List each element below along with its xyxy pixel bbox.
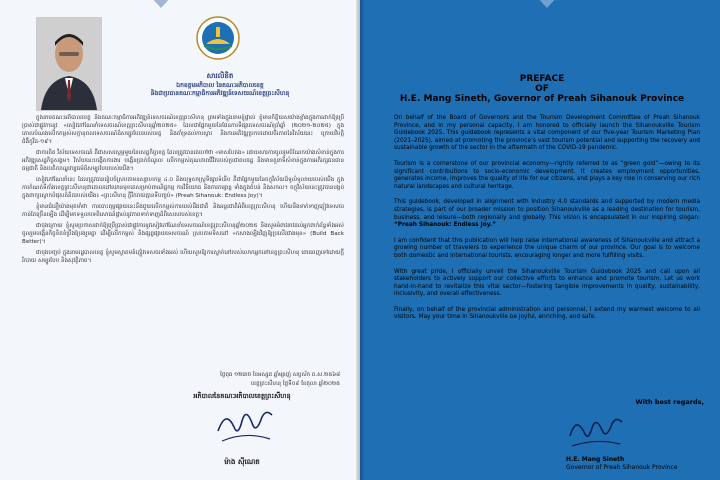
khmer-signatory-name: ម៉ាង ស៊ីណេត	[224, 458, 260, 466]
preface-paragraph: Finally, on behalf of the provincial administration and personnel, I extend my warmest welcome to all visitors. May your time in Sihanoukville be joyful, enriching, and safe.	[394, 306, 700, 321]
khmer-paragraph: ជាចុងក្រោយ ខ្ញុំសូមប្រកាសដាក់ឱ្យប្រើប្រាស់ជាផ្លូវការនូវសៀវភៅណែនាំទេសចរណ៍ខេត្តព្រះសីហនុឆ្នាំ២០២៥ និងសូមអំពាវនាវដល់អ្នកពាក់ព័ន្ធទាំងអស់ ចូលរួមបង្កើនកិច្ចខិតខំប្រឹងប្រែងរួមគ្នា ដើម្បីលើកកម្ពស់ និងផ្សព្វផ្សាយទេសចរណ៍ ស្របតាមទិសដៅ «កសាងឡើងវិញឱ្យប្រសើរជាងមុន» (Build Back Better)។	[22, 223, 344, 245]
preface-slogan: “Preah Sihanouk: Endless Joy.”	[394, 222, 497, 229]
preface-closing: With best regards,	[635, 398, 704, 406]
governor-portrait	[36, 17, 102, 111]
khmer-message-heading: សារលិខិត	[206, 72, 234, 80]
khmer-body	[22, 114, 344, 366]
preface-paragraph: With great pride, I officially unveil the Sihanoukville Tourism Guidebook 2025 and call upon all stakeholders to actively support our collective efforts to enhance and promote tourism. Let us work hand-in-hand to revitalize this vital sector—fostering tangible improvements in quality, sustainability, inclusivity, and overall effectiveness.	[394, 268, 700, 298]
book-gutter	[356, 0, 364, 480]
khmer-lunar-date: ថ្ងៃពុធ ១២រោច ខែអស្សុជ ឆ្នាំម្សាញ់ សប្តស័ក ព.ស.២៥៦៨	[220, 372, 340, 378]
khmer-paragraph: ជាចុងបញ្ចប់ ក្នុងនាមរដ្ឋបាលខេត្ត ខ្ញុំសូមស្វាគមន៍ភ្ញៀវទេសចរទាំងអស់ ហើយសូមឱ្យការស្នាក់នៅរបស់លោកអ្នកនៅខេត្តព្រះសីហនុ ពោរពេញទៅដោយក្តីរីករាយ សម្បូរបែប និងសុវត្ថិភាព។	[22, 250, 344, 264]
preface-paragraph: On behalf of the Board of Governors and the Tourism Development Committee of Preah Sihanouk Province, and in my personal capacity, I am honored to officially launch the Sihanoukville Tourism Guidebook 2025. This guidebook represents a vital component of our five-year Tourism Marketing Plan (2021–2025), aimed at promoting the province’s vast tourism potential and supporting the recovery and sustainable growth of the sector in the aftermath of the COVID-19 pandemic.	[394, 115, 700, 152]
preface-title: PREFACE	[519, 74, 565, 84]
provincial-seal-icon	[196, 16, 240, 60]
khmer-paragraph: ក្នុងនាមគណៈអភិបាលខេត្ត និងគណៈកម្មាធិការអភិវឌ្ឍន៍ទេសចរណ៍ខេត្តព្រះសីហនុ ព្រមទាំងក្នុងនាមខ្ញុំផ្ទាល់ ខ្ញុំមានកិត្តិយសយ៉ាងខ្លាំងក្នុងការដាក់ឱ្យប្រើប្រាស់ជាផ្លូវការនូវ «សៀវភៅណែនាំទេសចរណ៍ខេត្តព្រះសីហនុឆ្នាំ២០២៥» ដែលជាផ្នែកមួយនៃផែនការទីផ្សារទេសចរណ៍ប្រាំឆ្នាំ (២០២១-២០២៥) ក្នុងគោលបំណងលើកកម្ពស់សក្តានុពលទេសចរណ៍ដ៏សម្បូរបែបរបស់ខេត្ត និងគាំទ្រដល់ការស្តារ និងការអភិវឌ្ឍប្រកបដោយចីរភាពនៃវិស័យនេះ ក្រោយវិបត្តិជំងឺកូវីដ-១៩។	[22, 115, 344, 145]
khmer-signatory-title: អភិបាលនៃគណៈអភិបាលខេត្តព្រះសីហនុ	[193, 392, 291, 400]
preface-subtitle: H.E. Mang Sineth, Governor of Preah Sihanouk Province	[399, 94, 685, 104]
english-signature	[564, 410, 628, 454]
preface-paragraph: Tourism is a cornerstone of our provincial economy—rightly referred to as “green gold”—owing to its significant contributions to socio-economic development. It creates employment opportunities, generates income, improves the quality of life for our citizens, and plays a key role in conserving our rich natural landscapes and cultural heritage.	[394, 160, 700, 190]
preface-paragraph: I am confident that this publication will help raise international awareness of Sihanoukville and attract a growing number of travelers to experience the unique charm of our province. Our goal is to welcome both domestic and international tourists, encouraging longer and more fulfilling visits.	[394, 237, 700, 259]
khmer-paragraph: ជាការពិត វិស័យទេសចរណ៍ គឺជាសសរស្តម្ភមួយនៃសេដ្ឋកិច្ចខេត្ត ដែលត្រូវបានគេហៅថា «មាសបៃតង» ដោយសារការចូលរួមចំណែកយ៉ាងសំខាន់ក្នុងការអភិវឌ្ឍសេដ្ឋកិច្ចសង្គម។ វិស័យនេះបង្កើតការងារ បង្កើនប្រាក់ចំណូល លើកកម្ពស់គុណភាពជីវិតរបស់ប្រជាពលរដ្ឋ និងមានតួនាទីសំខាន់ក្នុងការអភិរក្សធនធានធម្មជាតិ និងបេតិកភណ្ឌវប្បធម៌ដ៏សម្បូរបែបរបស់យើង។	[22, 150, 344, 172]
khmer-signature	[212, 401, 278, 451]
khmer-paragraph: ខ្ញុំមានជំនឿយ៉ាងមុតមាំថា ការបោះពុម្ពផ្សាយនេះនឹងជួយលើកកម្ពស់ការយល់ដឹងជាតិ និងអន្តរជាតិអំពីខេត្តព្រះសីហនុ ហើយនឹងទាក់ទាញភ្ញៀវទេសចរកាន់តែច្រើនឡើង ដើម្បីមកទទួលបទពិសោធន៍ផ្ទាល់នូវភាពទាក់ទាញដ៏ពិសេសរបស់ខេត្ត។	[22, 204, 344, 218]
preface-paragraph	[394, 199, 700, 229]
khmer-role-line-1: ឯកឧត្តមអភិបាល នៃគណៈអភិបាលខេត្ត	[176, 82, 264, 89]
preface-signatory-name: H.E. Mang Sineth	[566, 456, 625, 463]
preface-paragraph-text: This guidebook, developed in alignment with Industry 4.0 standards and supported by modern media strategies, is part of our broader mission to position Sihanoukville as a leading destination for tourism, business, and leisure—both regionally and globally. This vision is encapsulated in our inspiring slogan:	[394, 199, 700, 221]
preface-signatory-role: Governor of Preah Sihanouk Province	[566, 464, 678, 471]
preface-of: OF	[535, 84, 549, 94]
khmer-role-line-2: និងជាប្រធានគណៈកម្មាធិការអភិវឌ្ឍន៍ទេសចរណ៍ខេត្តព្រះសីហនុ	[150, 90, 290, 97]
khmer-paragraph: សៀវភៅណែនាំនេះ ដែលត្រូវបានរៀបចំស្របតាមឧស្សាហកម្ម ៤.០ និងយុទ្ធសាស្ត្រទីផ្សារទំនើប គឺជាផ្នែកមួយនៃចក្ខុវិស័យដ៏ទូលំទូលាយរបស់យើង ក្នុងការកំណត់ទីតាំងខេត្តព្រះសីហនុជាគោលដៅឈានមុខគេសម្រាប់ពាណិជ្ជកម្ម ការវិនិយោគ និងការកម្សាន្ត ទាំងក្នុងតំបន់ និងសកល។ ចក្ខុវិស័យនេះត្រូវបានបង្កប់ក្នុងពាក្យស្លោកបំផុសគំនិតរបស់យើង៖ «ព្រះសីហនុ ក្តីរីករាយគ្មានទីបញ្ចប់» (Preah Sihanouk: Endless Joy)។	[22, 177, 344, 199]
ornament-icon	[536, 0, 558, 10]
ornament-icon	[150, 0, 172, 10]
khmer-solar-date: ខេត្តព្រះសីហនុ ថ្ងៃទី០៩ ខែតុលា ឆ្នាំ២០២៥	[250, 381, 340, 387]
preface-body	[394, 115, 700, 330]
